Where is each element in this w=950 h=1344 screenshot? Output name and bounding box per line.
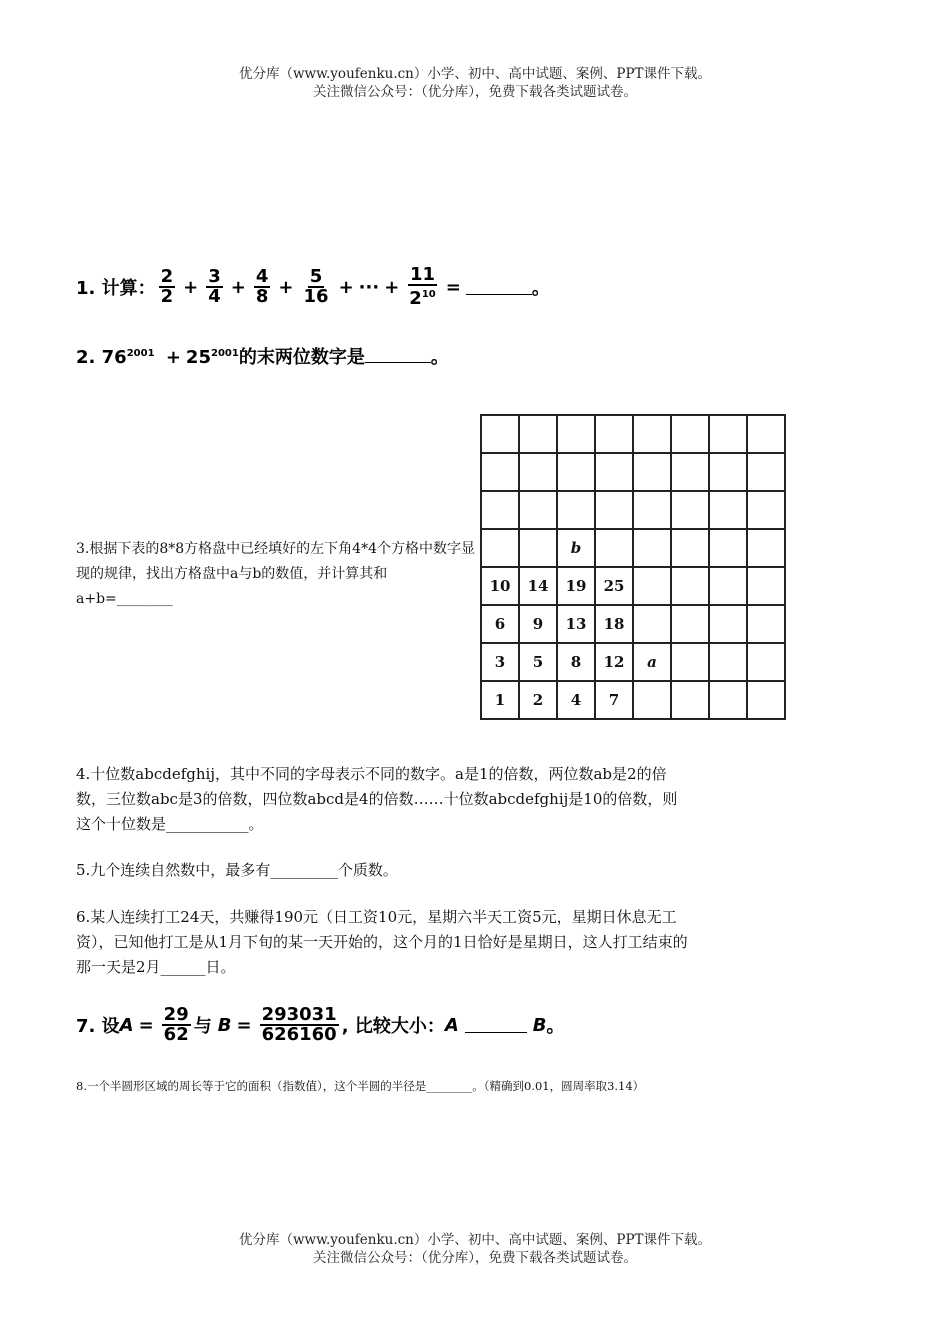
grid-cell bbox=[557, 491, 595, 529]
grid-cell bbox=[671, 453, 709, 491]
grid-cell: 9 bbox=[519, 605, 557, 643]
grid-row bbox=[481, 605, 785, 643]
q1-frac-last bbox=[407, 266, 437, 308]
grid-cell: 12 bbox=[595, 643, 633, 681]
grid-row bbox=[481, 491, 785, 529]
q4-line-1: 4.十位数abcdefghij，其中不同的字母表示不同的数字。a是1的倍数，两位数ab是2的倍 bbox=[76, 765, 667, 783]
q1-frac-3 bbox=[254, 268, 271, 306]
q7-b-den: 626160 bbox=[261, 1024, 337, 1045]
grid-cell: 10 bbox=[481, 567, 519, 605]
q1-den-base: 2 bbox=[409, 288, 422, 309]
plus-sign: + bbox=[183, 276, 199, 298]
grid-cell bbox=[709, 491, 747, 529]
grid-cell bbox=[747, 529, 785, 567]
grid-cell bbox=[709, 643, 747, 681]
grid-cell bbox=[747, 643, 785, 681]
grid-cell bbox=[747, 605, 785, 643]
grid-cell bbox=[557, 415, 595, 453]
grid-cell: b bbox=[557, 529, 595, 567]
grid-cell bbox=[481, 415, 519, 453]
grid-cell bbox=[709, 605, 747, 643]
q7-yu: 与 bbox=[193, 1016, 212, 1037]
q2-base-1: 76 bbox=[101, 347, 127, 368]
q1-frac-3-num: 4 bbox=[255, 266, 269, 287]
grid-cell bbox=[709, 681, 747, 719]
grid-cell bbox=[519, 453, 557, 491]
grid-cell bbox=[709, 415, 747, 453]
q7-equals: = bbox=[236, 1014, 252, 1036]
grid-cell bbox=[595, 453, 633, 491]
grid-cell bbox=[557, 453, 595, 491]
question-4 bbox=[76, 762, 896, 837]
grid-cell bbox=[671, 605, 709, 643]
grid-row bbox=[481, 567, 785, 605]
q1-frac-4 bbox=[302, 268, 331, 306]
grid-cell bbox=[709, 567, 747, 605]
grid-cell bbox=[671, 415, 709, 453]
q2-plus: + bbox=[165, 347, 181, 368]
plus-sign: + bbox=[278, 276, 294, 298]
footer-line-2: 关注微信公众号：（优分库），免费下载各类试题试卷。 bbox=[313, 1250, 637, 1266]
grid-cell bbox=[519, 529, 557, 567]
plus-sign: + bbox=[230, 276, 246, 298]
q1-prefix: 1. 计算： bbox=[76, 278, 156, 299]
q1-frac-1-num: 2 bbox=[160, 266, 174, 287]
grid-cell bbox=[595, 415, 633, 453]
grid-cell bbox=[709, 453, 747, 491]
question-2 bbox=[76, 340, 449, 372]
q6-line-2: 资），已知他打工是从1月下旬的某一天开始的，这个月的1日恰好是星期日，这人打工结束的 bbox=[76, 933, 688, 951]
q2-base-2: 25 bbox=[185, 347, 211, 368]
q3-grid bbox=[480, 414, 786, 720]
q2-prefix: 2. bbox=[76, 347, 102, 368]
q7-prefix: 7. 设 bbox=[76, 1016, 120, 1037]
q7-equals: = bbox=[138, 1014, 154, 1036]
q2-exp-1: 2001 bbox=[126, 348, 155, 359]
grid-cell: 19 bbox=[557, 567, 595, 605]
grid-cell: 7 bbox=[595, 681, 633, 719]
grid-cell bbox=[481, 491, 519, 529]
grid-cell bbox=[709, 529, 747, 567]
q7-b-num: 293031 bbox=[261, 1004, 337, 1025]
grid-cell bbox=[481, 529, 519, 567]
q7-frac-b bbox=[260, 1006, 339, 1044]
q7-a-label: A bbox=[119, 1014, 134, 1036]
q7-answer-blank[interactable] bbox=[465, 1018, 527, 1033]
q1-frac-2 bbox=[206, 268, 223, 306]
plus-sign: + bbox=[338, 276, 354, 298]
q7-frac-a bbox=[162, 1006, 191, 1044]
q1-ellipsis: ··· bbox=[358, 276, 380, 298]
grid-cell: 8 bbox=[557, 643, 595, 681]
question-8: 8.一个半圆形区域的周长等于它的面积（指数值），这个半圆的半径是________。（精确到0.01，圆周率取3.14） bbox=[76, 1079, 645, 1093]
grid-cell bbox=[671, 567, 709, 605]
q6-line-1: 6.某人连续打工24天，共赚得190元（日工资10元，星期六半天工资5元，星期日休息无工 bbox=[76, 908, 677, 926]
q2-end: 。 bbox=[430, 347, 449, 368]
grid-cell bbox=[633, 415, 671, 453]
grid-cell: 1 bbox=[481, 681, 519, 719]
grid-row bbox=[481, 681, 785, 719]
q4-line-2: 数，三位数abc是3的倍数，四位数abcd是4的倍数……十位数abcdefghij是10的倍数，则 bbox=[76, 790, 678, 808]
q7-a-label-2: A bbox=[444, 1014, 459, 1036]
grid-cell: 13 bbox=[557, 605, 595, 643]
q1-frac-4-den: 16 bbox=[303, 286, 329, 307]
q1-frac-4-num: 5 bbox=[309, 266, 323, 287]
question-5: 5.九个连续自然数中，最多有_________个质数。 bbox=[76, 861, 398, 879]
q1-den-exp: 10 bbox=[421, 289, 436, 300]
q2-exp-2: 2001 bbox=[210, 348, 239, 359]
grid-cell bbox=[519, 415, 557, 453]
question-3-text: 3.根据下表的8*8方格盘中已经填好的左下角4*4个方格中数字显现的规律，找出方格盘中a与b的数值，并计算其和a+b=________ bbox=[76, 541, 475, 607]
grid-cell bbox=[633, 605, 671, 643]
question-1 bbox=[76, 262, 550, 312]
grid-cell bbox=[671, 681, 709, 719]
q7-b-label: B bbox=[217, 1014, 232, 1036]
q1-frac-2-den: 4 bbox=[208, 286, 221, 307]
question-7 bbox=[76, 1002, 565, 1048]
grid-cell bbox=[595, 491, 633, 529]
grid-cell: 18 bbox=[595, 605, 633, 643]
grid-cell: 14 bbox=[519, 567, 557, 605]
header-line-1: 优分库（www.youfenku.cn）小学、初中、高中试题、案例、PPT课件下载。 bbox=[238, 66, 712, 82]
grid-row bbox=[481, 453, 785, 491]
footer-line-1: 优分库（www.youfenku.cn）小学、初中、高中试题、案例、PPT课件下载。 bbox=[238, 1232, 712, 1248]
grid-cell bbox=[671, 529, 709, 567]
question-6 bbox=[76, 905, 896, 980]
header-line-2: 关注微信公众号：（优分库），免费下载各类试题试卷。 bbox=[313, 84, 637, 100]
grid-cell bbox=[747, 491, 785, 529]
grid-cell bbox=[481, 453, 519, 491]
grid-cell: 25 bbox=[595, 567, 633, 605]
q1-end: 。 bbox=[531, 278, 550, 299]
grid-cell bbox=[595, 529, 633, 567]
plus-sign: + bbox=[384, 276, 400, 298]
grid-cell: a bbox=[633, 643, 671, 681]
q7-text: , 比较大小： bbox=[341, 1016, 445, 1037]
q2-answer-blank[interactable] bbox=[365, 350, 431, 363]
grid-cell bbox=[747, 415, 785, 453]
grid-cell bbox=[747, 453, 785, 491]
q7-a-num: 29 bbox=[163, 1004, 189, 1025]
q7-end: 。 bbox=[546, 1016, 565, 1037]
q1-frac-last-den bbox=[407, 286, 437, 308]
grid-cell bbox=[633, 567, 671, 605]
grid-cell: 6 bbox=[481, 605, 519, 643]
grid-row bbox=[481, 643, 785, 681]
q1-answer-blank[interactable] bbox=[466, 280, 532, 295]
grid-cell bbox=[671, 643, 709, 681]
grid-cell bbox=[633, 453, 671, 491]
grid-cell bbox=[633, 529, 671, 567]
grid-cell: 4 bbox=[557, 681, 595, 719]
grid-cell bbox=[671, 491, 709, 529]
q7-a-den: 62 bbox=[163, 1024, 189, 1045]
q1-frac-2-num: 3 bbox=[208, 266, 221, 287]
grid-cell: 2 bbox=[519, 681, 557, 719]
grid-cell bbox=[519, 491, 557, 529]
grid-cell bbox=[747, 681, 785, 719]
q1-frac-1 bbox=[159, 268, 176, 306]
q6-line-3: 那一天是2月______日。 bbox=[76, 958, 236, 976]
q1-frac-3-den: 8 bbox=[255, 286, 269, 307]
q1-frac-last-num: 11 bbox=[409, 264, 436, 285]
q7-b-label-2: B bbox=[532, 1014, 547, 1036]
q1-equals: = bbox=[445, 276, 461, 298]
q1-frac-1-den: 2 bbox=[160, 286, 174, 307]
grid-row bbox=[481, 529, 785, 567]
q2-text: 的末两位数字是 bbox=[238, 347, 365, 368]
q4-line-3: 这个十位数是___________。 bbox=[76, 815, 264, 833]
grid-cell: 3 bbox=[481, 643, 519, 681]
grid-cell: 5 bbox=[519, 643, 557, 681]
grid-cell bbox=[633, 681, 671, 719]
grid-row bbox=[481, 415, 785, 453]
grid-cell bbox=[633, 491, 671, 529]
grid-cell bbox=[747, 567, 785, 605]
